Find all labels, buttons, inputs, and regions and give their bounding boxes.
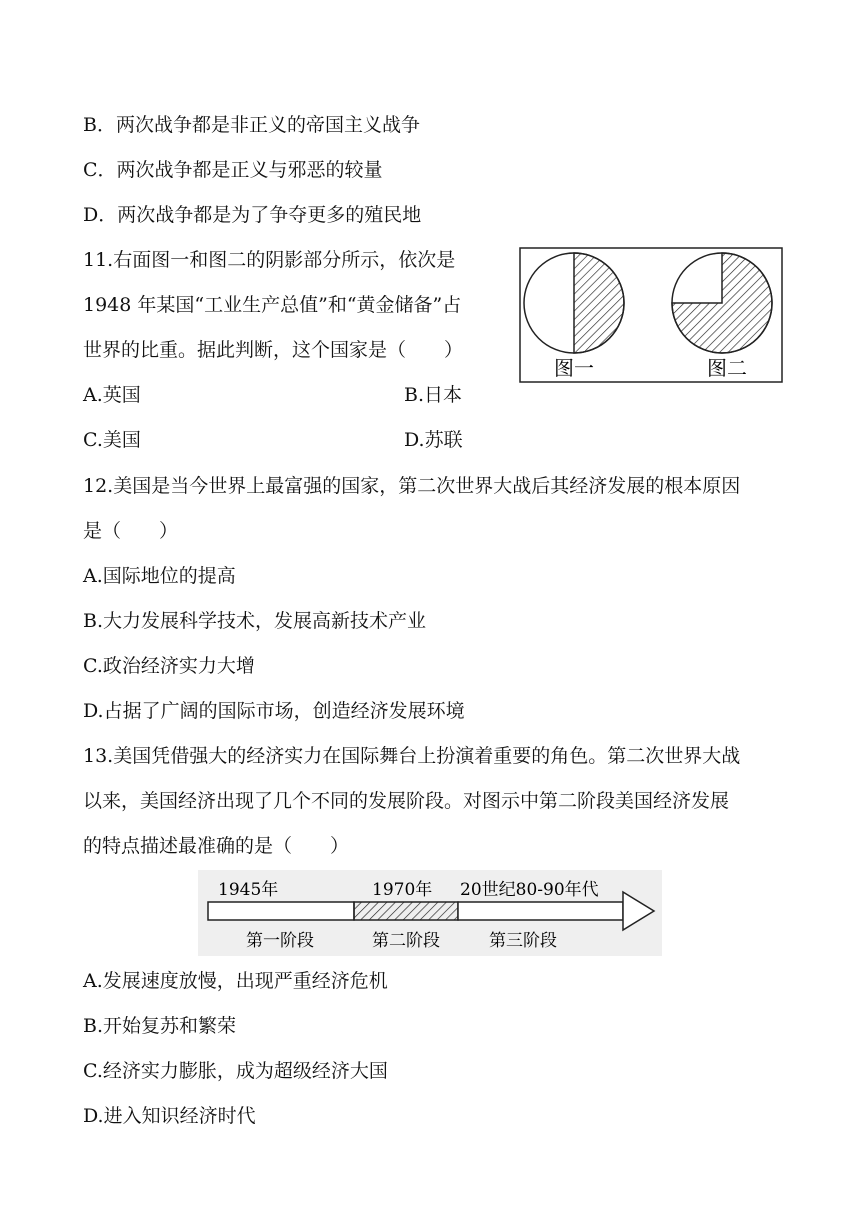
q11-stem-line1: 11.右面图一和图二的阴影部分所示，依次是 bbox=[83, 249, 456, 271]
timeline-stage1-bar bbox=[208, 902, 354, 920]
q11-option-c: C.美国 bbox=[83, 429, 141, 451]
q13-stem-line1: 13.美国凭借强大的经济实力在国际舞台上扮演着重要的角色。第二次世界大战 bbox=[83, 745, 741, 767]
q13-option-d: D.进入知识经济时代 bbox=[83, 1105, 256, 1127]
q11-stem-line2: 1948 年某国“工业生产总值”和“黄金储备”占 bbox=[83, 294, 462, 316]
q10-option-d: D．两次战争都是为了争夺更多的殖民地 bbox=[83, 204, 422, 226]
q13-timeline-figure bbox=[198, 870, 662, 956]
timeline-stage3-label: 第三阶段 bbox=[489, 931, 557, 951]
q12-stem-line2: 是（ ） bbox=[83, 520, 179, 542]
q12-option-c: C.政治经济实力大增 bbox=[83, 655, 255, 677]
fig1-label: 图一 bbox=[554, 356, 594, 380]
q11-option-a: A.英国 bbox=[83, 384, 141, 406]
timeline-year-1970: 1970年 bbox=[372, 880, 433, 900]
q13-stem-line2: 以来，美国经济出现了几个不同的发展阶段。对图示中第二阶段美国经济发展 bbox=[83, 790, 730, 812]
timeline-stage1-label: 第一阶段 bbox=[246, 931, 314, 951]
timeline-stage3-bar bbox=[458, 902, 623, 920]
timeline-year-1945: 1945年 bbox=[218, 880, 279, 900]
q12-option-b: B.大力发展科学技术，发展高新技术产业 bbox=[83, 610, 427, 632]
q13-option-a: A.发展速度放慢，出现严重经济危机 bbox=[83, 970, 388, 992]
q13-stem-line3: 的特点描述最准确的是（ ） bbox=[83, 835, 350, 857]
fig2-label: 图二 bbox=[707, 356, 747, 380]
q11-stem-line3: 世界的比重。据此判断，这个国家是（ ） bbox=[83, 339, 464, 361]
timeline-year-80-90s: 20世纪80-90年代 bbox=[460, 880, 599, 900]
timeline-stage2-label: 第二阶段 bbox=[372, 931, 440, 951]
q13-option-c: C.经济实力膨胀，成为超级经济大国 bbox=[83, 1060, 388, 1082]
q11-option-d: D.苏联 bbox=[404, 429, 463, 451]
q11-pie-figure bbox=[519, 247, 783, 383]
q10-option-b: B．两次战争都是非正义的帝国主义战争 bbox=[83, 114, 420, 136]
q11-option-b: B.日本 bbox=[404, 384, 463, 406]
q12-option-a: A.国际地位的提高 bbox=[83, 565, 236, 587]
timeline-stage2-bar bbox=[354, 902, 458, 920]
q13-option-b: B.开始复苏和繁荣 bbox=[83, 1015, 237, 1037]
q12-option-d: D.占据了广阔的国际市场，创造经济发展环境 bbox=[83, 700, 465, 722]
q10-option-c: C．两次战争都是正义与邪恶的较量 bbox=[83, 159, 383, 181]
q12-stem-line1: 12.美国是当今世界上最富强的国家，第二次世界大战后其经济发展的根本原因 bbox=[83, 475, 741, 497]
